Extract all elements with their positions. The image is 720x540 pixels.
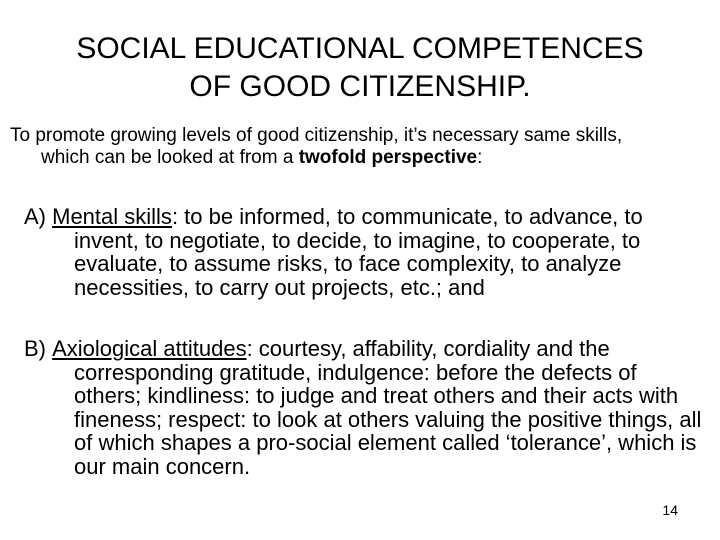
item-a-text: : to be informed, to communicate, to advance, to invent, to negotiate, to decide, to imagine, to cooperate, to evaluate, to assume risks, to face complexity, to analyze necessities, to carry out projects, etc.; and (74, 204, 643, 300)
slide-title (20, 30, 700, 106)
title-line-1: SOCIAL EDUCATIONAL COMPETENCES (76, 32, 644, 65)
list-item-axiological-attitudes (12, 337, 702, 478)
item-a-marker: A) (24, 204, 46, 229)
title-line-2: OF GOOD CITIZENSHIP. (189, 70, 531, 103)
intro-text: To promote growing levels of good citizenship, it’s necessary same skills, which can be looked at from a (10, 125, 623, 168)
intro-paragraph (10, 125, 650, 169)
page-number: 14 (662, 502, 678, 518)
item-b-text: : courtesy, affability, cordiality and the corresponding gratitude, indulgence: before the defects of others; kindliness: to judge and treat others and their acts with fineness; respect: to look at others valuing the positive things, all of which shapes a pro-social element called ‘tolerance’, which is our main concern. (74, 336, 702, 479)
item-a-heading: Mental skills (52, 204, 172, 229)
intro-emphasis: twofold perspective (298, 147, 478, 168)
item-b-marker: B) (24, 336, 46, 361)
item-b-heading: Axiological attitudes (52, 336, 247, 361)
intro-end: : (477, 147, 483, 168)
list-item-mental-skills (12, 205, 702, 299)
